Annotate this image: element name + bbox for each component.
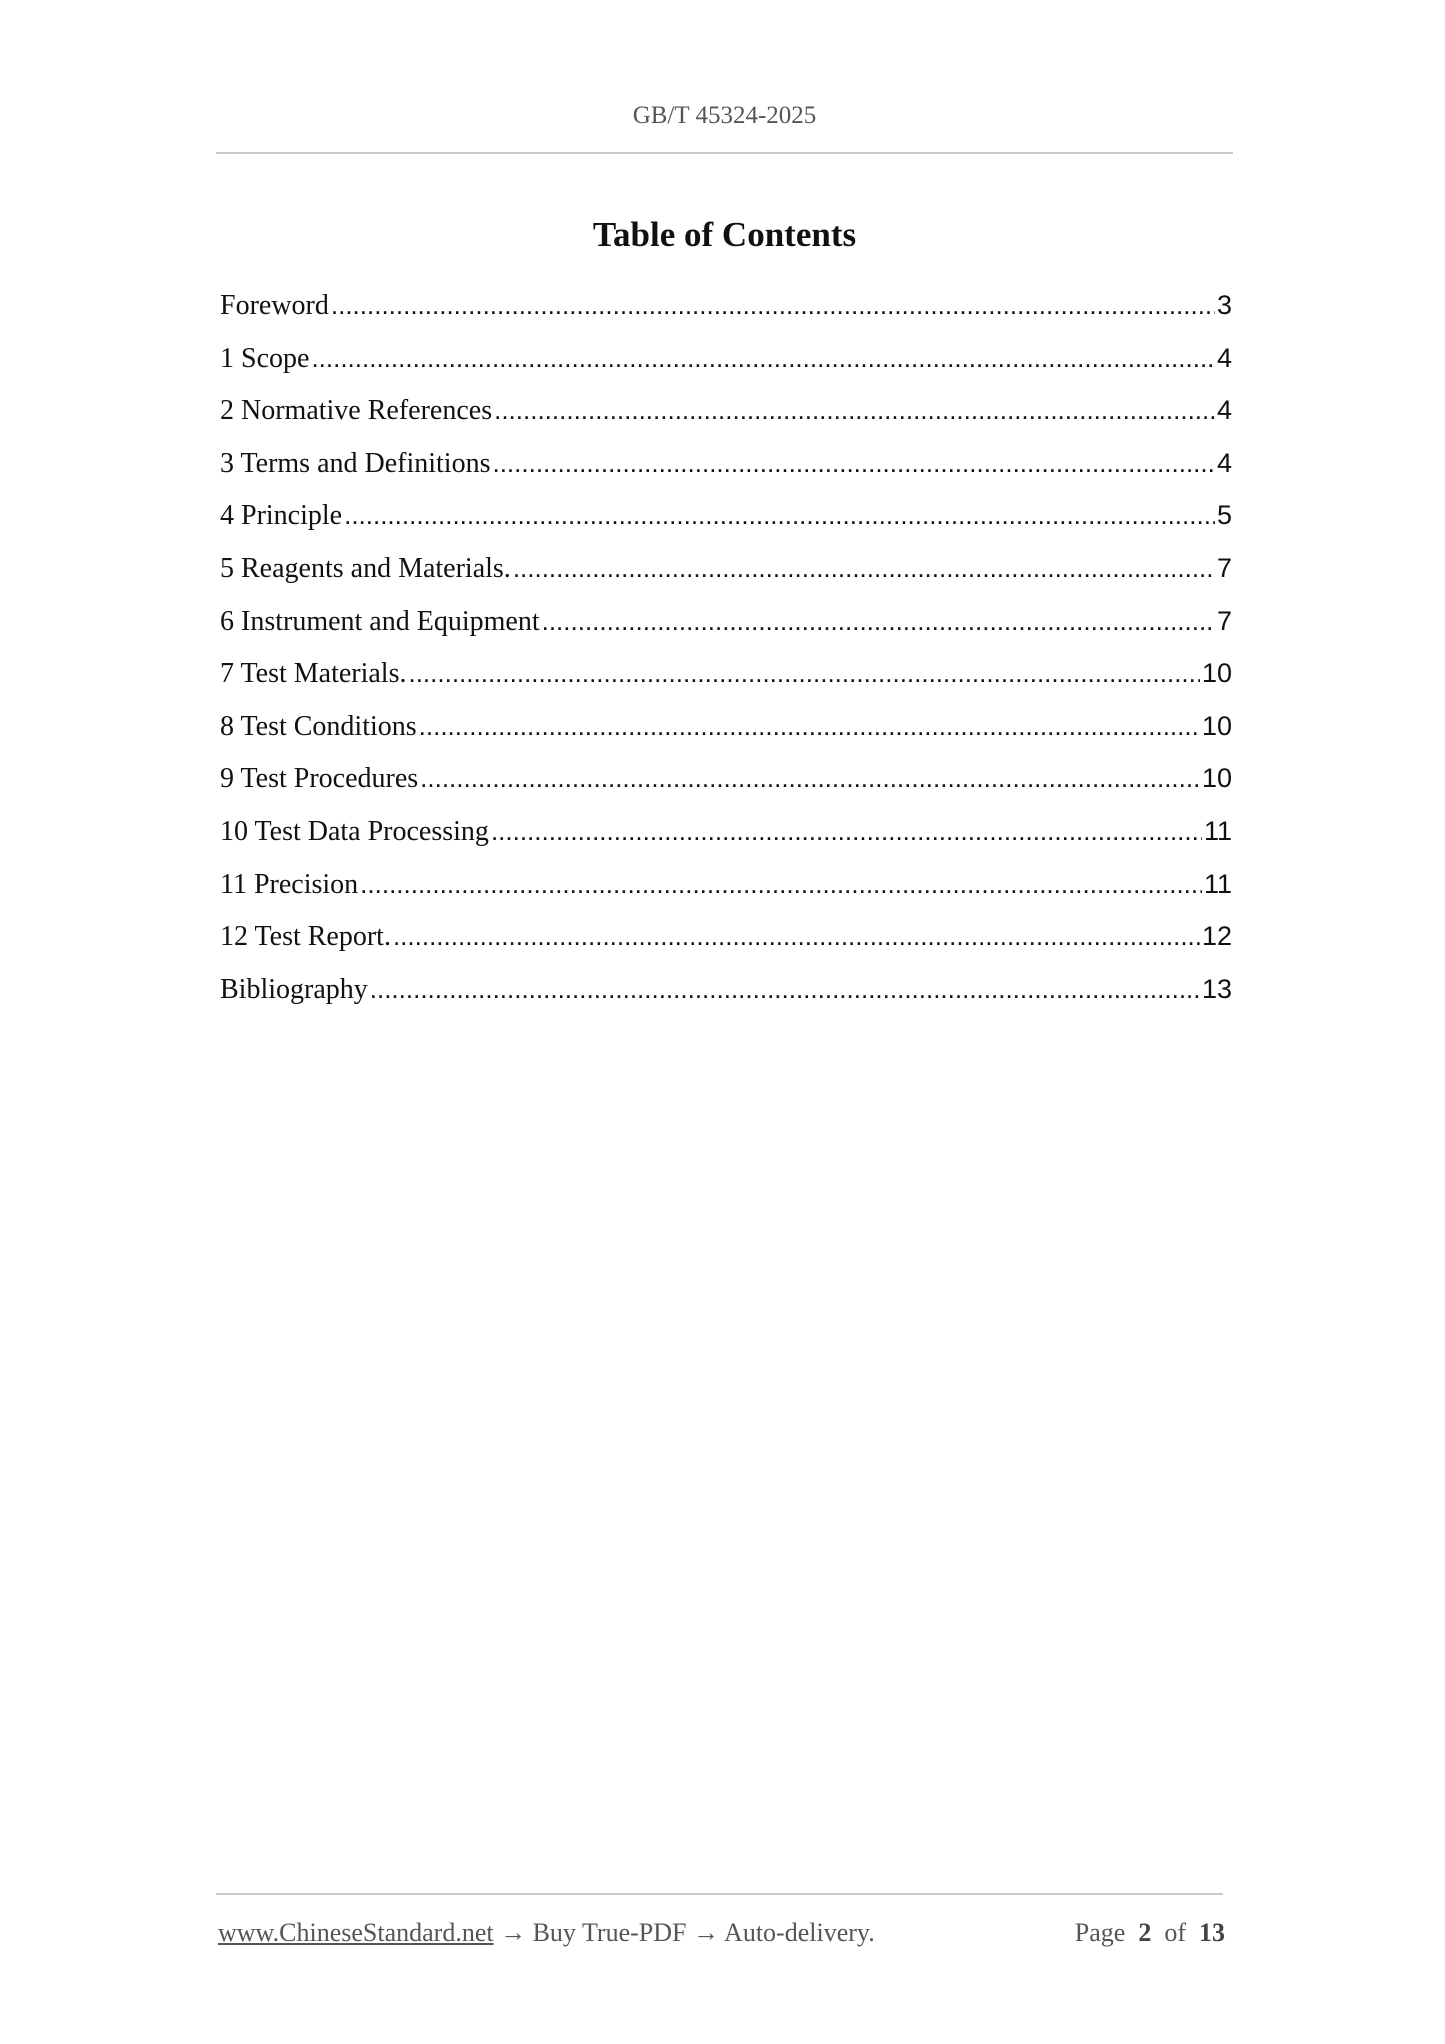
toc-leader-dots <box>311 343 1215 374</box>
toc-entry-page: 4 <box>1216 395 1232 426</box>
toc-entry-label: 11 Precision <box>220 868 359 900</box>
page-footer <box>218 1918 1225 1948</box>
toc-entry-page: 10 <box>1201 763 1232 794</box>
toc-entry-label: Foreword <box>220 290 329 321</box>
page-current: 2 <box>1138 1918 1152 1947</box>
toc-entry-test-report[interactable] <box>220 921 1232 974</box>
page-number <box>1075 1918 1225 1948</box>
header-divider <box>216 152 1233 154</box>
toc-entry-page: 13 <box>1201 973 1232 1004</box>
toc-entry-test-conditions[interactable] <box>220 711 1232 764</box>
toc-entry-reagents-and-materials[interactable] <box>220 553 1232 606</box>
toc-entry-label: 1 Scope <box>220 342 310 374</box>
toc-entry-test-data-processing[interactable] <box>220 816 1232 869</box>
toc-entry-page: 10 <box>1201 658 1232 689</box>
toc-leader-dots <box>542 606 1215 637</box>
chinesestandard-link[interactable]: www.ChineseStandard.net <box>218 1918 494 1947</box>
toc-entry-label: 12 Test Report. <box>220 921 391 953</box>
toc-entry-scope[interactable] <box>220 343 1232 396</box>
toc-entry-label: 4 Principle <box>220 500 343 532</box>
toc-entry-principle[interactable] <box>220 500 1232 553</box>
toc-entry-page: 7 <box>1216 552 1232 583</box>
toc-entry-bibliography[interactable] <box>220 974 1232 1027</box>
footer-promo-text: → Buy True-PDF → Auto-delivery. <box>493 1918 875 1947</box>
toc-leader-dots <box>408 658 1199 689</box>
toc-leader-dots <box>370 974 1200 1005</box>
toc-entry-foreword[interactable] <box>220 290 1232 343</box>
toc-entry-page: 11 <box>1203 868 1232 899</box>
toc-entry-instrument-and-equipment[interactable] <box>220 606 1232 659</box>
toc-leader-dots <box>513 553 1215 584</box>
toc-entry-label: 3 Terms and Definitions <box>220 447 491 479</box>
toc-entry-page: 7 <box>1216 605 1232 636</box>
toc-leader-dots <box>393 921 1200 952</box>
toc-entry-label: 9 Test Procedures <box>220 763 419 795</box>
toc-entry-page: 11 <box>1203 815 1232 846</box>
table-of-contents <box>220 290 1232 1026</box>
toc-entry-page: 4 <box>1216 447 1232 478</box>
toc-leader-dots <box>491 816 1202 847</box>
page-word: Page <box>1074 1918 1126 1947</box>
toc-leader-dots <box>420 763 1200 794</box>
toc-entry-label: Bibliography <box>220 973 368 1005</box>
toc-entry-page: 5 <box>1216 500 1232 531</box>
toc-entry-label: 2 Normative References <box>220 395 493 427</box>
toc-entry-label: 7 Test Materials. <box>220 658 407 690</box>
page-total: 13 <box>1199 1918 1225 1947</box>
toc-leader-dots <box>492 448 1214 479</box>
footer-promo <box>218 1918 875 1948</box>
toc-leader-dots <box>360 869 1202 900</box>
toc-entry-normative-references[interactable] <box>220 395 1232 448</box>
toc-leader-dots <box>494 395 1215 426</box>
toc-leader-dots <box>419 711 1200 742</box>
page-of-word: of <box>1164 1918 1186 1947</box>
toc-entry-label: 6 Instrument and Equipment <box>220 605 540 637</box>
toc-entry-label: 8 Test Conditions <box>220 710 417 742</box>
toc-leader-dots <box>344 500 1215 531</box>
toc-entry-terms-and-definitions[interactable] <box>220 448 1232 501</box>
toc-entry-precision[interactable] <box>220 869 1232 922</box>
toc-entry-page: 3 <box>1216 290 1232 320</box>
toc-entry-label: 10 Test Data Processing <box>220 815 489 847</box>
toc-entry-label: 5 Reagents and Materials. <box>220 552 511 584</box>
page-title: Table of Contents <box>592 215 857 254</box>
toc-entry-page: 12 <box>1201 921 1232 952</box>
toc-entry-page: 10 <box>1201 710 1232 741</box>
document-id-header: GB/T 45324-2025 <box>632 102 817 129</box>
toc-entry-page: 4 <box>1216 342 1232 373</box>
toc-leader-dots <box>331 290 1215 321</box>
toc-entry-test-procedures[interactable] <box>220 763 1232 816</box>
toc-entry-test-materials[interactable] <box>220 658 1232 711</box>
footer-divider <box>216 1893 1223 1895</box>
